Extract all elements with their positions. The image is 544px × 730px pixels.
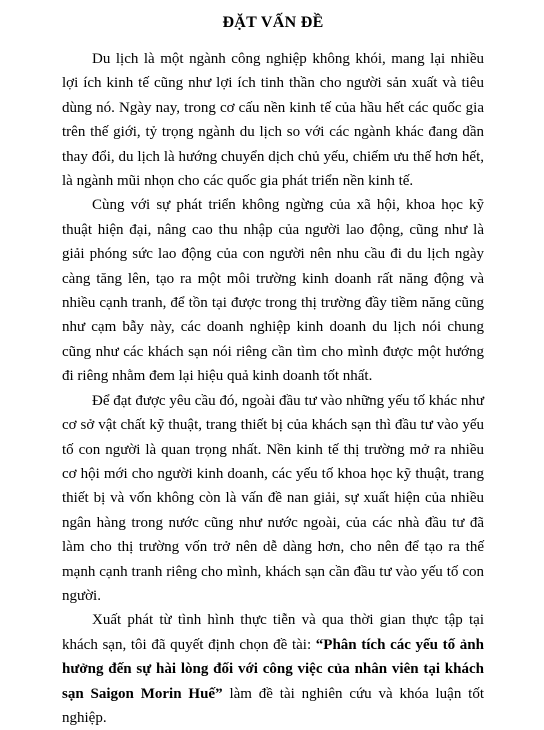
paragraph-2: Cùng với sự phát triển không ngừng của xã hội, khoa học kỹ thuật hiện đại, nâng cao thu nhập của người lao động, cũng như là giải phóng sức lao động của con người nên nhu cầu đi du lịch ngày càng tăng lên, tạo ra một môi trường kinh doanh rất năng động và nhiều cạnh tranh, để tồn tại được trong thị trường đầy tiềm năng cũng như cạm bẫy này, các doanh nghiệp kinh doanh du lịch nói chung cũng như các khách sạn nói riêng cần tìm cho mình được một hướng đi riêng nhằm đem lại hiệu quả kinh doanh tốt nhất. — [62, 197, 484, 385]
research-topic: “Phân tích các yếu tố ảnh hưởng đến sự hài lòng đối với công việc của nhân viên tại khách sạn Saigon Morin Huế” — [62, 636, 484, 702]
paragraph-3: Để đạt được yêu cầu đó, ngoài đầu tư vào những yếu tố khác như cơ sở vật chất kỹ thuật, trang thiết bị của khách sạn thì đầu tư vào yếu tố con người là quan trọng nhất. Nền kinh tế thị trường mở ra nhiều cơ hội mới cho người kinh doanh, các yếu tố khoa học kỹ thuật, trang thiết bị và vốn không còn là vấn đề nan giải, sự xuất hiện của nhiều ngân hàng trong nước cũng như nước ngoài, của các nhà đầu tư đã làm cho thị trường vốn trở nên dễ dàng hơn, cho nên để tạo ra thế mạnh cạnh tranh riêng cho mình, khách sạn cần đầu tư vào yếu tố con người. — [62, 392, 484, 604]
paragraph-4-end: làm đề tài nghiên cứu và khóa luận tốt nghiệp. — [62, 685, 485, 726]
paragraph-4 — [62, 608, 484, 730]
paragraph-4-intro: Xuất phát từ tình hình thực tiễn và qua thời gian thực tập tại khách sạn, tôi đã quyết định chọn đề tài: — [62, 612, 484, 653]
page-title: ĐẶT VẤN ĐỀ — [222, 14, 324, 31]
paragraph-1: Du lịch là một ngành công nghiệp không khói, mang lại nhiều lợi ích kinh tế cũng như lợi ích tinh thần cho người sản xuất và tiêu dùng nó. Ngày nay, trong cơ cấu nền kinh tế của hầu hết các quốc gia trên thế giới, tỷ trọng ngành du lịch so với các ngành khác đang dần thay đổi, du lịch là hướng chuyển dịch chủ yếu, chiếm ưu thế hơn hết, là ngành mũi nhọn cho các quốc gia phát triển nền kinh tế. — [62, 51, 484, 190]
